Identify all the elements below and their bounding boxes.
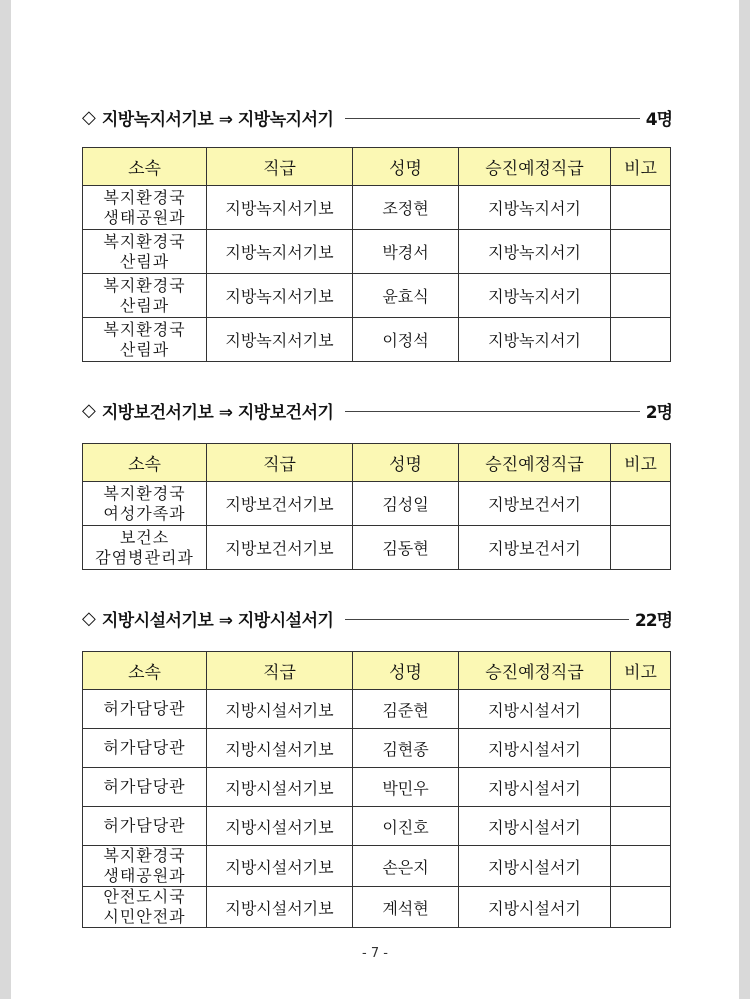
section-count: 22명 xyxy=(634,610,672,631)
col-name: 성명 xyxy=(353,148,459,186)
personnel-table xyxy=(82,651,671,928)
affiliation-cell xyxy=(83,846,207,887)
note-cell xyxy=(611,274,671,318)
promotion-cell: 지방보건서기 xyxy=(459,526,611,570)
affiliation-cell xyxy=(83,274,207,318)
table-row xyxy=(83,729,671,768)
affiliation-cell xyxy=(83,526,207,570)
rank-cell: 지방시설서기보 xyxy=(207,887,353,928)
name-cell: 김현종 xyxy=(353,729,459,768)
personnel-table xyxy=(82,147,671,362)
note-cell xyxy=(611,887,671,928)
note-cell xyxy=(611,230,671,274)
table-row xyxy=(83,768,671,807)
leader-line xyxy=(345,118,639,119)
page-edge-left xyxy=(0,0,11,999)
col-name: 성명 xyxy=(353,652,459,690)
note-cell xyxy=(611,690,671,729)
affiliation-cell xyxy=(83,318,207,362)
col-affiliation: 소속 xyxy=(83,148,207,186)
rank-cell: 지방시설서기보 xyxy=(207,807,353,846)
promotion-cell: 지방녹지서기 xyxy=(459,186,611,230)
note-cell xyxy=(611,482,671,526)
rank-cell: 지방시설서기보 xyxy=(207,846,353,887)
note-cell xyxy=(611,318,671,362)
diamond-icon: ◇ xyxy=(82,106,96,128)
name-cell: 박민우 xyxy=(353,768,459,807)
affiliation-line: 복지환경국 xyxy=(103,231,186,251)
promotion-cell: 지방시설서기 xyxy=(459,887,611,928)
diamond-icon: ◇ xyxy=(82,399,96,421)
affiliation-line: 복지환경국 xyxy=(103,846,186,865)
table-row xyxy=(83,887,671,928)
promotion-cell: 지방시설서기 xyxy=(459,768,611,807)
col-rank: 직급 xyxy=(207,148,353,186)
name-cell: 김준현 xyxy=(353,690,459,729)
name-cell: 김동현 xyxy=(353,526,459,570)
affiliation-cell: 허가담당관 xyxy=(83,690,207,729)
table-row xyxy=(83,482,671,526)
section-title: 지방시설서기보 ⇒ 지방시설서기 xyxy=(101,610,334,631)
personnel-table xyxy=(82,443,671,570)
rank-cell: 지방시설서기보 xyxy=(207,768,353,807)
affiliation-line: 산림과 xyxy=(119,339,170,359)
affiliation-line: 여성가족과 xyxy=(103,503,186,523)
rank-cell: 지방녹지서기보 xyxy=(207,274,353,318)
affiliation-line: 안전도시국 xyxy=(103,887,186,906)
table-header-row xyxy=(83,444,671,482)
col-note: 비고 xyxy=(611,652,671,690)
table-header-row xyxy=(83,148,671,186)
rank-cell: 지방보건서기보 xyxy=(207,526,353,570)
affiliation-line: 복지환경국 xyxy=(103,275,186,295)
table-row xyxy=(83,807,671,846)
promotion-cell: 지방시설서기 xyxy=(459,807,611,846)
page-edge-right xyxy=(739,0,750,999)
name-cell: 김성일 xyxy=(353,482,459,526)
table-header-row xyxy=(83,652,671,690)
col-note: 비고 xyxy=(611,148,671,186)
col-name: 성명 xyxy=(353,444,459,482)
note-cell xyxy=(611,846,671,887)
affiliation-line: 보건소 xyxy=(119,527,170,547)
rank-cell: 지방녹지서기보 xyxy=(207,318,353,362)
promotion-cell: 지방녹지서기 xyxy=(459,230,611,274)
affiliation-cell: 허가담당관 xyxy=(83,768,207,807)
name-cell: 박경서 xyxy=(353,230,459,274)
note-cell xyxy=(611,768,671,807)
affiliation-cell xyxy=(83,186,207,230)
col-note: 비고 xyxy=(611,444,671,482)
table-row xyxy=(83,230,671,274)
table-row xyxy=(83,186,671,230)
affiliation-line: 복지환경국 xyxy=(103,483,186,503)
page-number: - 7 - xyxy=(362,946,388,961)
section-title: 지방녹지서기보 ⇒ 지방녹지서기 xyxy=(101,109,334,130)
table-row xyxy=(83,846,671,887)
col-rank: 직급 xyxy=(207,444,353,482)
affiliation-line: 복지환경국 xyxy=(103,319,186,339)
name-cell: 이정석 xyxy=(353,318,459,362)
table-row xyxy=(83,690,671,729)
diamond-icon: ◇ xyxy=(82,607,96,629)
affiliation-line: 생태공원과 xyxy=(103,866,186,885)
affiliation-line: 산림과 xyxy=(119,251,170,271)
section-heading xyxy=(82,397,672,423)
rank-cell: 지방녹지서기보 xyxy=(207,230,353,274)
col-promotion: 승진예정직급 xyxy=(459,444,611,482)
name-cell: 조정현 xyxy=(353,186,459,230)
affiliation-line: 감염병관리과 xyxy=(95,547,194,567)
promotion-cell: 지방시설서기 xyxy=(459,729,611,768)
promotion-cell: 지방시설서기 xyxy=(459,846,611,887)
name-cell: 계석현 xyxy=(353,887,459,928)
name-cell: 윤효식 xyxy=(353,274,459,318)
section-count: 4명 xyxy=(645,109,672,130)
promotion-cell: 지방시설서기 xyxy=(459,690,611,729)
section-title: 지방보건서기보 ⇒ 지방보건서기 xyxy=(101,402,334,423)
affiliation-cell xyxy=(83,482,207,526)
promotion-cell: 지방녹지서기 xyxy=(459,274,611,318)
note-cell xyxy=(611,729,671,768)
col-affiliation: 소속 xyxy=(83,444,207,482)
col-affiliation: 소속 xyxy=(83,652,207,690)
affiliation-line: 산림과 xyxy=(119,295,170,315)
affiliation-line: 생태공원과 xyxy=(103,207,186,227)
col-promotion: 승진예정직급 xyxy=(459,652,611,690)
col-rank: 직급 xyxy=(207,652,353,690)
promotion-cell: 지방보건서기 xyxy=(459,482,611,526)
table-row xyxy=(83,318,671,362)
affiliation-cell xyxy=(83,887,207,928)
col-promotion: 승진예정직급 xyxy=(459,148,611,186)
section-heading xyxy=(82,605,672,631)
section-heading xyxy=(82,104,672,130)
affiliation-line: 복지환경국 xyxy=(103,187,186,207)
note-cell xyxy=(611,186,671,230)
affiliation-cell xyxy=(83,230,207,274)
table-row xyxy=(83,274,671,318)
name-cell: 이진호 xyxy=(353,807,459,846)
leader-line xyxy=(345,411,639,412)
table-row xyxy=(83,526,671,570)
name-cell: 손은지 xyxy=(353,846,459,887)
note-cell xyxy=(611,526,671,570)
affiliation-cell: 허가담당관 xyxy=(83,729,207,768)
note-cell xyxy=(611,807,671,846)
rank-cell: 지방보건서기보 xyxy=(207,482,353,526)
affiliation-line: 시민안전과 xyxy=(103,907,186,926)
rank-cell: 지방녹지서기보 xyxy=(207,186,353,230)
leader-line xyxy=(345,619,628,620)
affiliation-cell: 허가담당관 xyxy=(83,807,207,846)
rank-cell: 지방시설서기보 xyxy=(207,690,353,729)
promotion-cell: 지방녹지서기 xyxy=(459,318,611,362)
rank-cell: 지방시설서기보 xyxy=(207,729,353,768)
section-count: 2명 xyxy=(645,402,672,423)
